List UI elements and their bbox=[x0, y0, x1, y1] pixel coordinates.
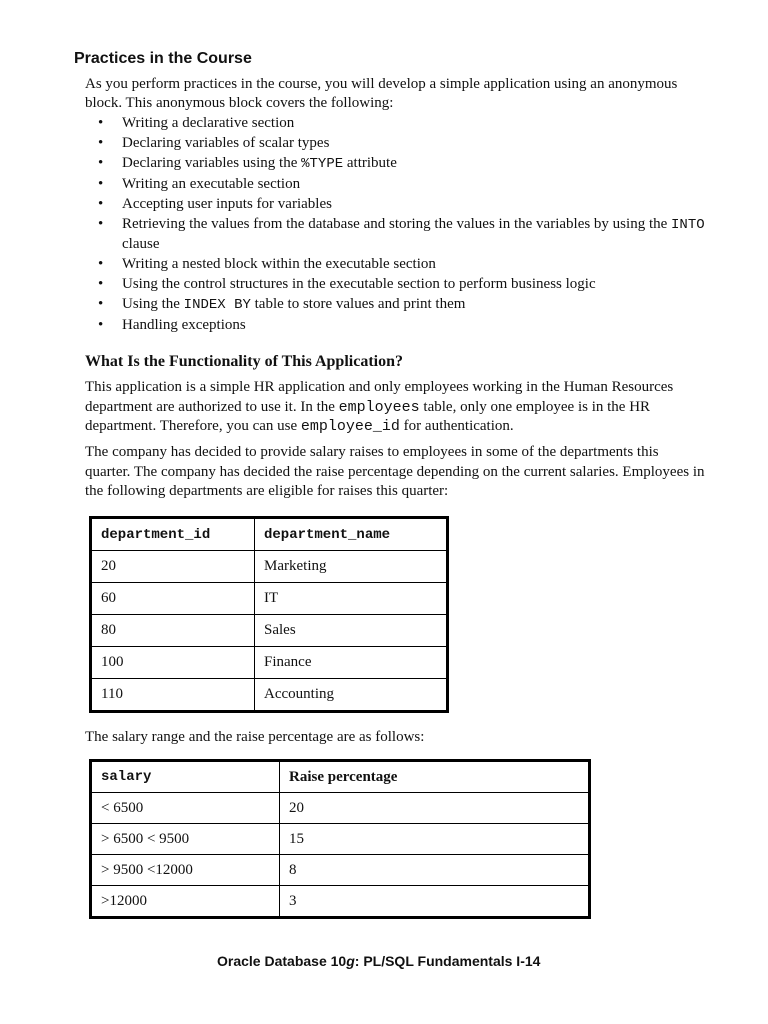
list-item: • Writing an executable section bbox=[98, 176, 301, 192]
list-item: • Accepting user inputs for variables bbox=[98, 196, 332, 212]
list-item: • Using the INDEX BY table to store values and print them bbox=[98, 296, 466, 313]
table-row: > 9500 <12000 8 bbox=[91, 855, 590, 886]
column-header: Raise percentage bbox=[280, 761, 590, 793]
list-item: • Writing a declarative section bbox=[98, 115, 295, 131]
table-row: 20 Marketing bbox=[91, 551, 448, 583]
list-item: • Declaring variables using the %TYPE attribute bbox=[98, 155, 397, 172]
list-item: • Retrieving the values from the database and storing the values in the variables by using the INTO clause bbox=[98, 216, 705, 252]
page-footer: Oracle Database 10g: PL/SQL Fundamentals I-14 bbox=[217, 953, 541, 969]
table-header-row bbox=[91, 761, 590, 793]
table-row: >12000 3 bbox=[91, 886, 590, 918]
list-item: • Using the control structures in the executable section to perform business logic bbox=[98, 276, 596, 292]
salary-range-paragraph: The salary range and the raise percentage are as follows: bbox=[85, 729, 425, 745]
page-title: Practices in the Course bbox=[74, 50, 252, 67]
column-header: salary bbox=[91, 761, 280, 793]
functionality-paragraph: This application is a simple HR application and only employees working in the Human Resources department are authorized to use it. In the employees table, only one employee is in the HR department. Therefore, you can use employee_id for authentication. bbox=[85, 379, 674, 435]
section-heading: What Is the Functionality of This Application? bbox=[85, 353, 403, 370]
intro-paragraph: As you perform practices in the course, you will develop a simple application using an anonymous block. This anonymous block covers the following: bbox=[85, 76, 678, 111]
table-row: 100 Finance bbox=[91, 647, 448, 679]
list-item: • Handling exceptions bbox=[98, 317, 246, 333]
column-header: department_name bbox=[255, 518, 448, 551]
table-header-row bbox=[91, 518, 448, 551]
department-table bbox=[89, 516, 449, 713]
list-item: • Declaring variables of scalar types bbox=[98, 135, 330, 151]
bullet-list bbox=[98, 114, 708, 336]
table-row: 80 Sales bbox=[91, 615, 448, 647]
table-row: > 6500 < 9500 15 bbox=[91, 824, 590, 855]
table-row: 60 IT bbox=[91, 583, 448, 615]
salary-table bbox=[89, 759, 591, 919]
table-row: 110 Accounting bbox=[91, 679, 448, 712]
raise-paragraph: The company has decided to provide salary raises to employees in some of the departments this quarter. The company has decided the raise percentage depending on the current salaries. Employees in the following departments are eligible for raises this quarter: bbox=[85, 444, 705, 499]
list-item: • Writing a nested block within the executable section bbox=[98, 256, 436, 272]
table-row: < 6500 20 bbox=[91, 793, 590, 824]
column-header: department_id bbox=[91, 518, 255, 551]
